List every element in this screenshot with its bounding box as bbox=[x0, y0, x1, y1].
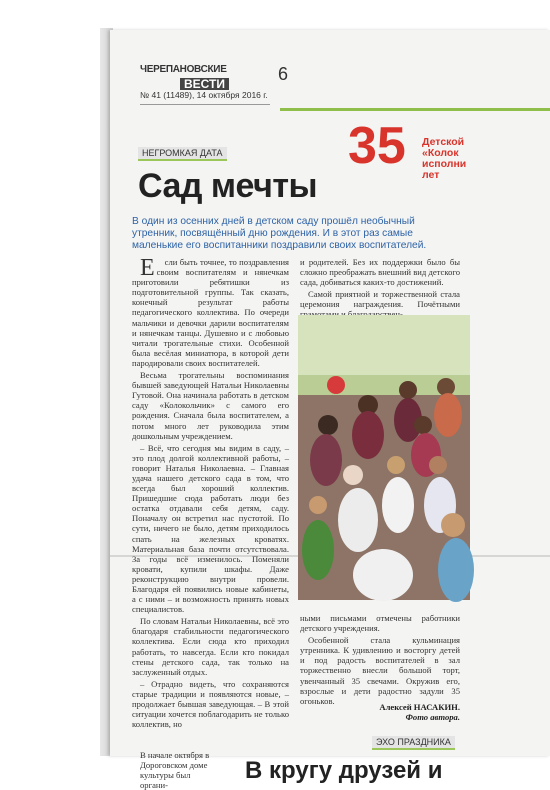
paragraph: – Отрадно видеть, что сохраняются старые традиции и появляются новые, – продолжает бывшая заведующая. – В этой ситуации хочется поблагодарить не только коллектив, но bbox=[132, 678, 289, 730]
next-article-title: В кругу друзей и bbox=[245, 757, 443, 784]
paragraph: ными письмами отмечены работники детского учреждения. bbox=[300, 613, 460, 634]
page-number: 6 bbox=[278, 64, 289, 84]
article-lead: В один из осенних дней в детском саду прошёл необычный утренник, посвящённый дню рождения. И в этот раз самые маленькие его воспитанники поздравили своих воспитателей. bbox=[132, 216, 427, 251]
teaser-text bbox=[422, 137, 466, 181]
logo-line-2: ВЕСТИ bbox=[180, 78, 229, 90]
author-name: Алексей НАСАКИН. bbox=[379, 702, 460, 712]
article-rubric: НЕГРОМКАЯ ДАТА bbox=[138, 147, 227, 161]
paragraph: По словам Натальи Николаевны, всё это благодаря стабильности педагогического коллектива. Если сюда кто приходил работать, то навсегда. Если кто покидал стены детского сада, так только на заслуженный отдых. bbox=[132, 616, 289, 677]
teaser-number: 35 bbox=[348, 117, 406, 175]
drop-cap: Е bbox=[140, 255, 155, 281]
teaser-line-1: Детской bbox=[422, 136, 465, 148]
logo-line-1: ЧЕРЕПАНОВСКИЕ bbox=[140, 64, 227, 75]
paragraph: Особенной стала кульминация утренника. К удивлению и восторгу детей и под радость воспитателей в зал торжественно внесли большой торт, увенчанный 35 свечами. Окружив его, взрослые и дети радостно задули 35 огоньков. bbox=[300, 635, 460, 706]
article-signature bbox=[300, 702, 460, 722]
paragraph: Е сли быть точнее, то поздравления своим воспитателям и нянечкам приготовили ребятишки из подготовительной группы. Так сказать, конечный результат работы педагогического коллектива. По очереди мальчики и девочки дарили воспитателям и нянечкам танцы. Душевно и с любовью читали трогательные стихи. Особенной была весёлая миниатюра, в которой дети пародировали своих воспитателей. bbox=[132, 255, 289, 368]
masthead-logo bbox=[140, 64, 240, 91]
green-rule bbox=[280, 108, 550, 111]
article-column-1 bbox=[132, 257, 289, 731]
photo-credit: Фото автора. bbox=[405, 712, 460, 722]
paragraph: и родителей. Без их поддержки было бы сложно преображать внешний вид детского сада, добиваться каких-то достижений. bbox=[300, 257, 460, 288]
paragraph: Самой приятной и торжественной стала церемония награждения. Почётными bbox=[300, 289, 460, 310]
article-column-2-top bbox=[300, 257, 460, 322]
teaser-line-4: лет bbox=[422, 169, 440, 181]
teaser-line-3: исполни bbox=[422, 158, 467, 170]
photo-illustration bbox=[298, 315, 470, 600]
next-article-text: В начале октября в Дороговском доме культуры был органи- bbox=[140, 750, 210, 790]
teaser-line-2: «Колок bbox=[422, 147, 459, 159]
article-photo bbox=[298, 315, 470, 600]
issue-info: № 41 (11489), 14 октября 2016 г. bbox=[140, 90, 268, 100]
article-column-2-bottom bbox=[300, 613, 460, 708]
masthead-rule bbox=[140, 104, 270, 105]
next-article-rubric: ЭХО ПРАЗДНИКА bbox=[372, 736, 455, 750]
newspaper-page bbox=[110, 30, 550, 790]
paragraph: Весьма трогательны воспоминания бывшей заведующей Натальи Николаевны Гутовой. Она начинала работать в детском саду «Колокольчик» с самого его рождения. Сначала была воспитателем, а потом много лет руководила этим дошкольным учреждением. bbox=[132, 370, 289, 441]
paragraph: – Всё, что сегодня мы видим в саду, – это плод долгой коллективной работы, – говорит Наталья Николаевна. – Главная удача нашего детского сада в том, что всегда был хороший коллектив. Пришедшие сюда работать люди без остатка отдавали себя детям, саду. Поначалу он встретил нас пустотой. По сути, ничего не было, детям приходилось спать на железных кроватях. Материальная база почти отсутствовала. За годы всё изменилось. Поменяли кровати, купили шкафы. Даже реконструкцию внутри провели. Благодаря ей появились новые кабинеты, а с ними – и возможность принять новых специалистов. bbox=[132, 442, 289, 615]
article-title: Сад мечты bbox=[138, 167, 318, 205]
